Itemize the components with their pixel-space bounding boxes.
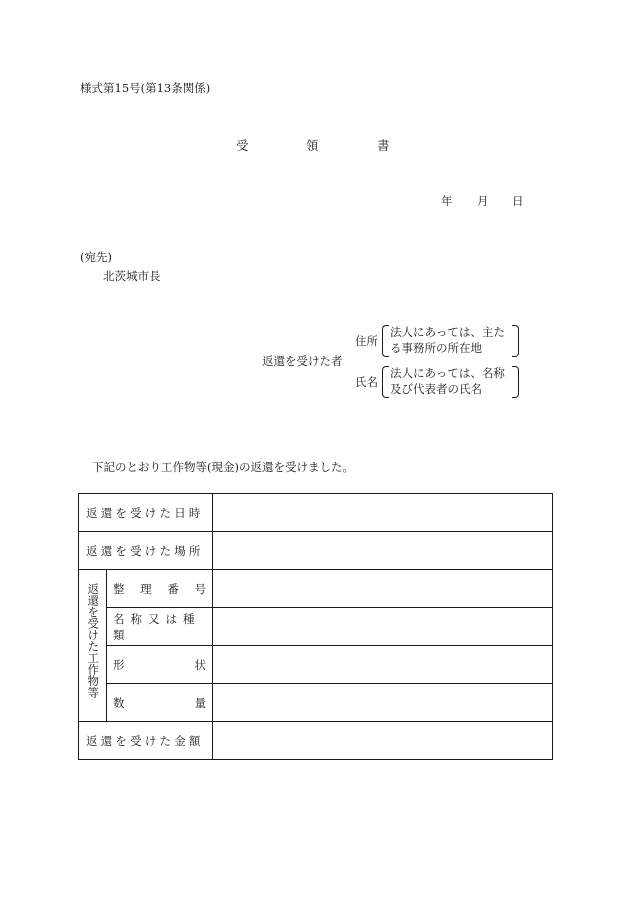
- date-year: 年: [441, 194, 453, 208]
- address-bracket-left: [382, 325, 389, 357]
- quantity-label: [107, 684, 213, 722]
- shape-value[interactable]: [213, 646, 553, 684]
- address-note: [390, 324, 505, 356]
- address-note-line2: る事務所の所在地: [390, 341, 482, 355]
- title-char-1: 受: [236, 138, 249, 153]
- return-datetime-label: 返還を受けた日時: [79, 494, 213, 532]
- return-amount-label: 返還を受けた金額: [79, 722, 213, 760]
- title-char-3: 書: [377, 138, 390, 153]
- ref-number-char: 整: [113, 581, 125, 596]
- name-bracket-right: [512, 366, 519, 398]
- table-row: [79, 570, 553, 608]
- return-datetime-value[interactable]: [213, 494, 553, 532]
- addressee-label: (宛先): [80, 250, 112, 264]
- ref-number-label: [107, 570, 213, 608]
- ref-number-char: 番: [167, 581, 179, 596]
- quantity-char: 数: [113, 695, 125, 710]
- date-day: 日: [512, 194, 524, 208]
- returned-items-group-cell: [79, 570, 107, 722]
- table-row: [79, 722, 553, 760]
- table-row: [79, 646, 553, 684]
- ref-number-value[interactable]: [213, 570, 553, 608]
- name-or-type-value[interactable]: [213, 608, 553, 646]
- name-bracket-left: [382, 366, 389, 398]
- recipient-label: 返還を受けた者: [262, 354, 343, 368]
- name-label: 氏名: [355, 375, 378, 389]
- ref-number-char: 号: [194, 581, 207, 596]
- address-label: 住所: [355, 334, 378, 348]
- statement: 下記のとおり工作物等(現金)の返還を受けました。: [92, 460, 354, 474]
- table-row: [79, 494, 553, 532]
- addressee: 北茨城市長: [103, 269, 161, 283]
- name-or-type-label: 名称又は種類: [107, 608, 213, 646]
- address-note-line1: 法人にあっては、主た: [390, 325, 505, 339]
- shape-char: 状: [194, 657, 207, 672]
- shape-char: 形: [113, 657, 125, 672]
- date-month: 月: [477, 194, 489, 208]
- table-row: [79, 532, 553, 570]
- returned-items-group-label: 返還を受けた工作物等: [86, 583, 101, 698]
- quantity-value[interactable]: [213, 684, 553, 722]
- address-bracket-right: [512, 325, 519, 357]
- return-table: [78, 493, 553, 760]
- return-place-label: 返還を受けた場所: [79, 532, 213, 570]
- form-number: 様式第15号(第13条関係): [80, 81, 211, 95]
- ref-number-char: 理: [140, 581, 152, 596]
- return-amount-value[interactable]: [213, 722, 553, 760]
- table-row: [79, 608, 553, 646]
- table-row: [79, 684, 553, 722]
- shape-label: [107, 646, 213, 684]
- quantity-char: 量: [194, 695, 207, 710]
- name-note: [390, 365, 505, 397]
- return-place-value[interactable]: [213, 532, 553, 570]
- name-note-line2: 及び代表者の氏名: [390, 382, 482, 396]
- name-note-line1: 法人にあっては、名称: [390, 366, 505, 380]
- title-char-2: 領: [306, 138, 319, 153]
